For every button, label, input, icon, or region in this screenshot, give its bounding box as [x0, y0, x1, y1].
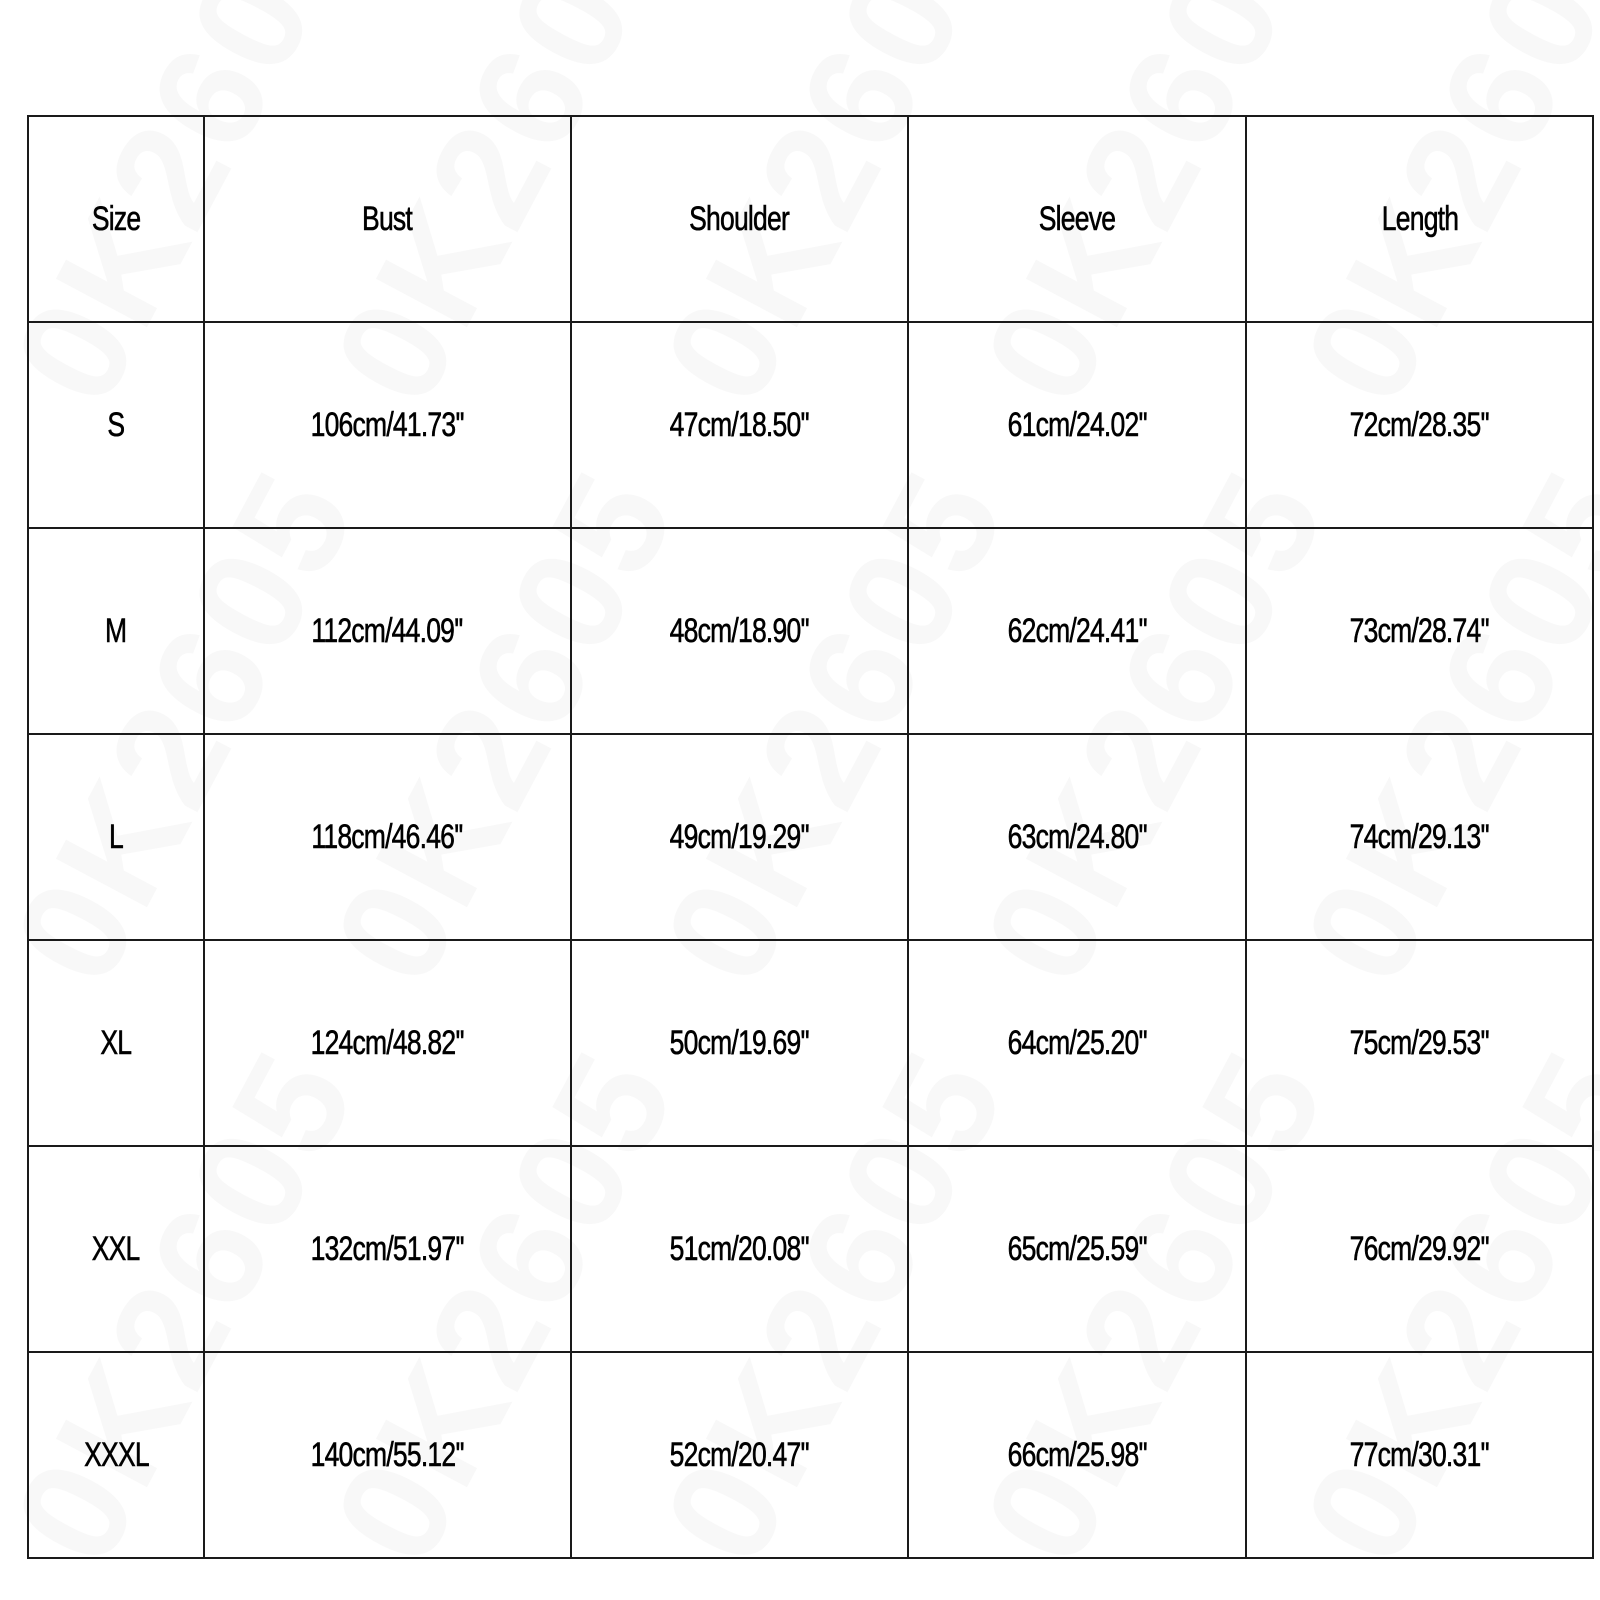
table-row — [28, 1146, 1593, 1352]
table-row — [28, 734, 1593, 940]
cell-value: 51cm/20.08'' — [669, 1229, 810, 1268]
bust-cell — [204, 734, 571, 940]
cell-value: 61cm/24.02'' — [1007, 405, 1147, 444]
cell-value: 118cm/46.46'' — [311, 817, 464, 856]
cell-value: XXXL — [83, 1435, 149, 1474]
size-cell — [28, 1146, 204, 1352]
cell-value: 66cm/25.98'' — [1007, 1435, 1147, 1474]
cell-value: 124cm/48.82'' — [310, 1023, 465, 1062]
cell-value: 112cm/44.09'' — [311, 611, 464, 650]
cell-value: 62cm/24.41'' — [1007, 611, 1147, 650]
header-label: Length — [1381, 199, 1458, 238]
length-cell — [1246, 528, 1593, 734]
size-cell — [28, 734, 204, 940]
length-cell — [1246, 1146, 1593, 1352]
size-cell — [28, 528, 204, 734]
cell-value: 48cm/18.90'' — [669, 611, 810, 650]
table-row — [28, 940, 1593, 1146]
bust-cell — [204, 528, 571, 734]
cell-value: 77cm/30.31'' — [1349, 1435, 1490, 1474]
cell-value: 64cm/25.20'' — [1007, 1023, 1147, 1062]
size-cell — [28, 322, 204, 528]
cell-value: 50cm/19.69'' — [669, 1023, 810, 1062]
length-cell — [1246, 1352, 1593, 1558]
sleeve-cell — [908, 322, 1246, 528]
cell-value: 49cm/19.29'' — [669, 817, 810, 856]
bust-cell — [204, 322, 571, 528]
table-row — [28, 1352, 1593, 1558]
shoulder-cell — [571, 940, 908, 1146]
header-label: Bust — [362, 199, 413, 238]
cell-value: 132cm/51.97'' — [310, 1229, 465, 1268]
cell-value: M — [105, 611, 127, 650]
shoulder-cell — [571, 734, 908, 940]
header-bust — [204, 116, 571, 322]
sleeve-cell — [908, 940, 1246, 1146]
bust-cell — [204, 940, 571, 1146]
size-cell — [28, 1352, 204, 1558]
size-cell — [28, 940, 204, 1146]
length-cell — [1246, 322, 1593, 528]
header-label: Shoulder — [689, 199, 790, 238]
cell-value: 47cm/18.50'' — [669, 405, 810, 444]
length-cell — [1246, 734, 1593, 940]
sleeve-cell — [908, 734, 1246, 940]
header-shoulder — [571, 116, 908, 322]
header-label: Sleeve — [1038, 199, 1116, 238]
cell-value: 140cm/55.12'' — [310, 1435, 465, 1474]
table-row — [28, 528, 1593, 734]
size-chart — [27, 115, 1592, 1545]
table-row — [28, 322, 1593, 528]
sleeve-cell — [908, 1146, 1246, 1352]
header-sleeve — [908, 116, 1246, 322]
header-row — [28, 116, 1593, 322]
bust-cell — [204, 1352, 571, 1558]
shoulder-cell — [571, 1352, 908, 1558]
length-cell — [1246, 940, 1593, 1146]
cell-value: 73cm/28.74'' — [1349, 611, 1490, 650]
cell-value: 72cm/28.35'' — [1349, 405, 1490, 444]
cell-value: 106cm/41.73'' — [310, 405, 465, 444]
bust-cell — [204, 1146, 571, 1352]
cell-value: L — [109, 817, 123, 856]
cell-value: 76cm/29.92'' — [1349, 1229, 1490, 1268]
size-table — [27, 115, 1594, 1559]
cell-value: XL — [100, 1023, 132, 1062]
shoulder-cell — [571, 322, 908, 528]
cell-value: S — [107, 405, 125, 444]
sleeve-cell — [908, 1352, 1246, 1558]
cell-value: 65cm/25.59'' — [1007, 1229, 1147, 1268]
cell-value: 63cm/24.80'' — [1007, 817, 1147, 856]
cell-value: 74cm/29.13'' — [1349, 817, 1490, 856]
shoulder-cell — [571, 1146, 908, 1352]
cell-value: 75cm/29.53'' — [1349, 1023, 1490, 1062]
header-label: Size — [91, 199, 141, 238]
header-size — [28, 116, 204, 322]
header-length — [1246, 116, 1593, 322]
shoulder-cell — [571, 528, 908, 734]
cell-value: XXL — [92, 1229, 140, 1268]
sleeve-cell — [908, 528, 1246, 734]
cell-value: 52cm/20.47'' — [669, 1435, 810, 1474]
